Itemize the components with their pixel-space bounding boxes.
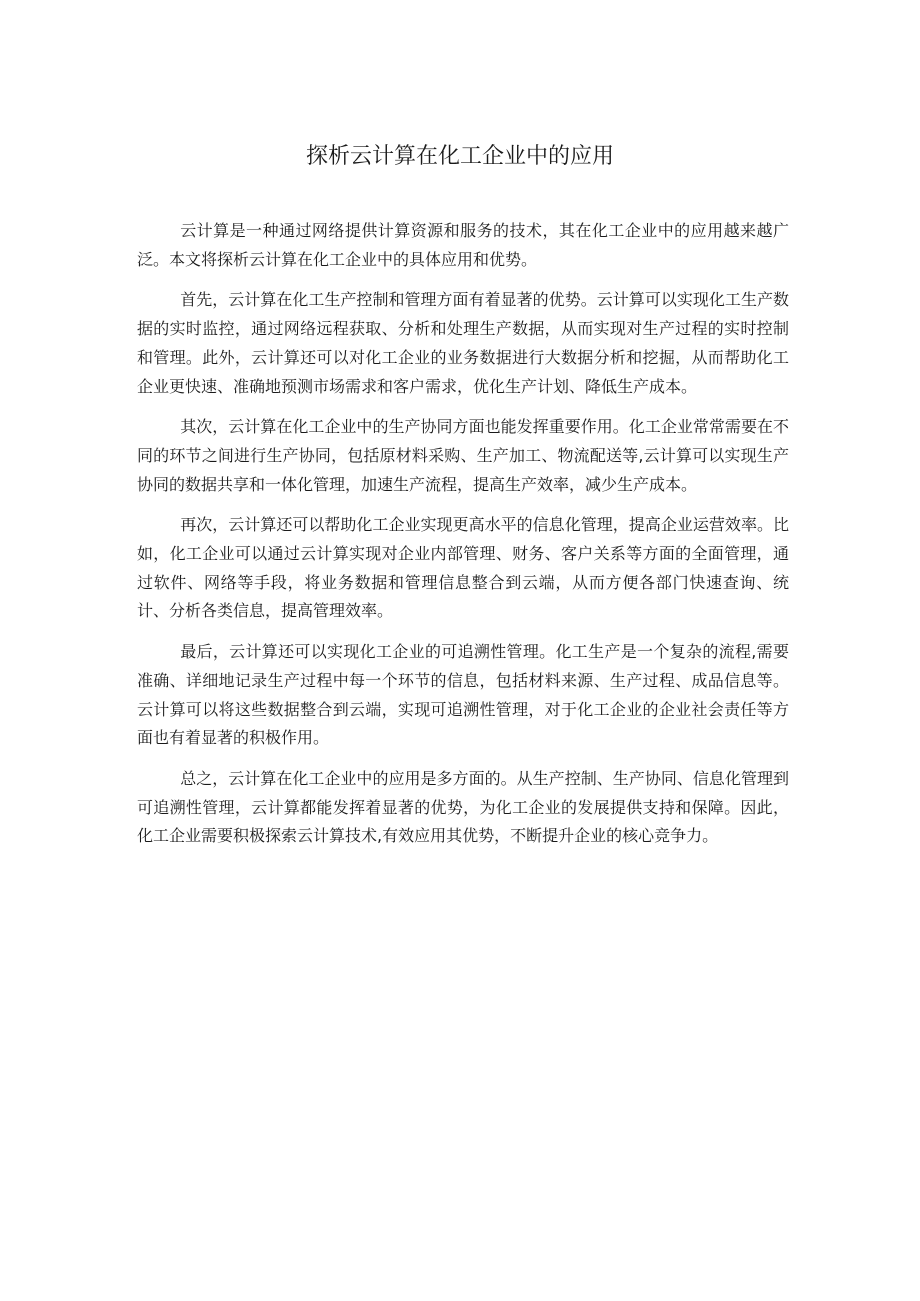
paragraph-information-management: 再次，云计算还可以帮助化工企业实现更高水平的信息化管理，提高企业运营效率。比如，化工企业可以通过云计算实现对企业内部管理、财务、客户关系等方面的全面管理，通过软件、网络等手段，将业务数据和管理信息整合到云端，从而方便各部门快速查询、统计、分析各类信息，提高管理效率。 [137,515,789,621]
paragraph-production-control: 首先，云计算在化工生产控制和管理方面有着显著的优势。云计算可以实现化工生产数据的实时监控，通过网络远程获取、分析和处理生产数据，从而实现对生产过程的实时控制和管理。此外，云计算还可以对化工企业的业务数据进行大数据分析和挖掘，从而帮助化工企业更快速、准确地预测市场需求和客户需求，优化生产计划、降低生产成本。 [137,290,789,396]
paragraph-intro: 云计算是一种通过网络提供计算资源和服务的技术，其在化工企业中的应用越来越广泛。本文将探析云计算在化工企业中的具体应用和优势。 [137,221,789,269]
paragraph-conclusion: 总之，云计算在化工企业中的应用是多方面的。从生产控制、生产协同、信息化管理到可追溯性管理，云计算都能发挥着显著的优势，为化工企业的发展提供支持和保障。因此，化工企业需要积极探索云计算技术,有效应用其优势，不断提升企业的核心竞争力。 [137,768,789,846]
paragraph-traceability: 最后，云计算还可以实现化工企业的可追溯性管理。化工生产是一个复杂的流程,需要准确、详细地记录生产过程中每一个环节的信息，包括材料来源、生产过程、成品信息等。云计算可以将这些数据整合到云端，实现可追溯性管理，对于化工企业的企业社会责任等方面也有着显著的积极作用。 [137,642,789,748]
document-body [137,217,789,863]
document-title: 探析云计算在化工企业中的应用 [305,144,614,169]
paragraph-production-collaboration: 其次，云计算在化工企业中的生产协同方面也能发挥重要作用。化工企业常常需要在不同的环节之间进行生产协同，包括原材料采购、生产加工、物流配送等,云计算可以实现生产协同的数据共享和一体化管理，加速生产流程，提高生产效率，减少生产成本。 [137,417,789,494]
